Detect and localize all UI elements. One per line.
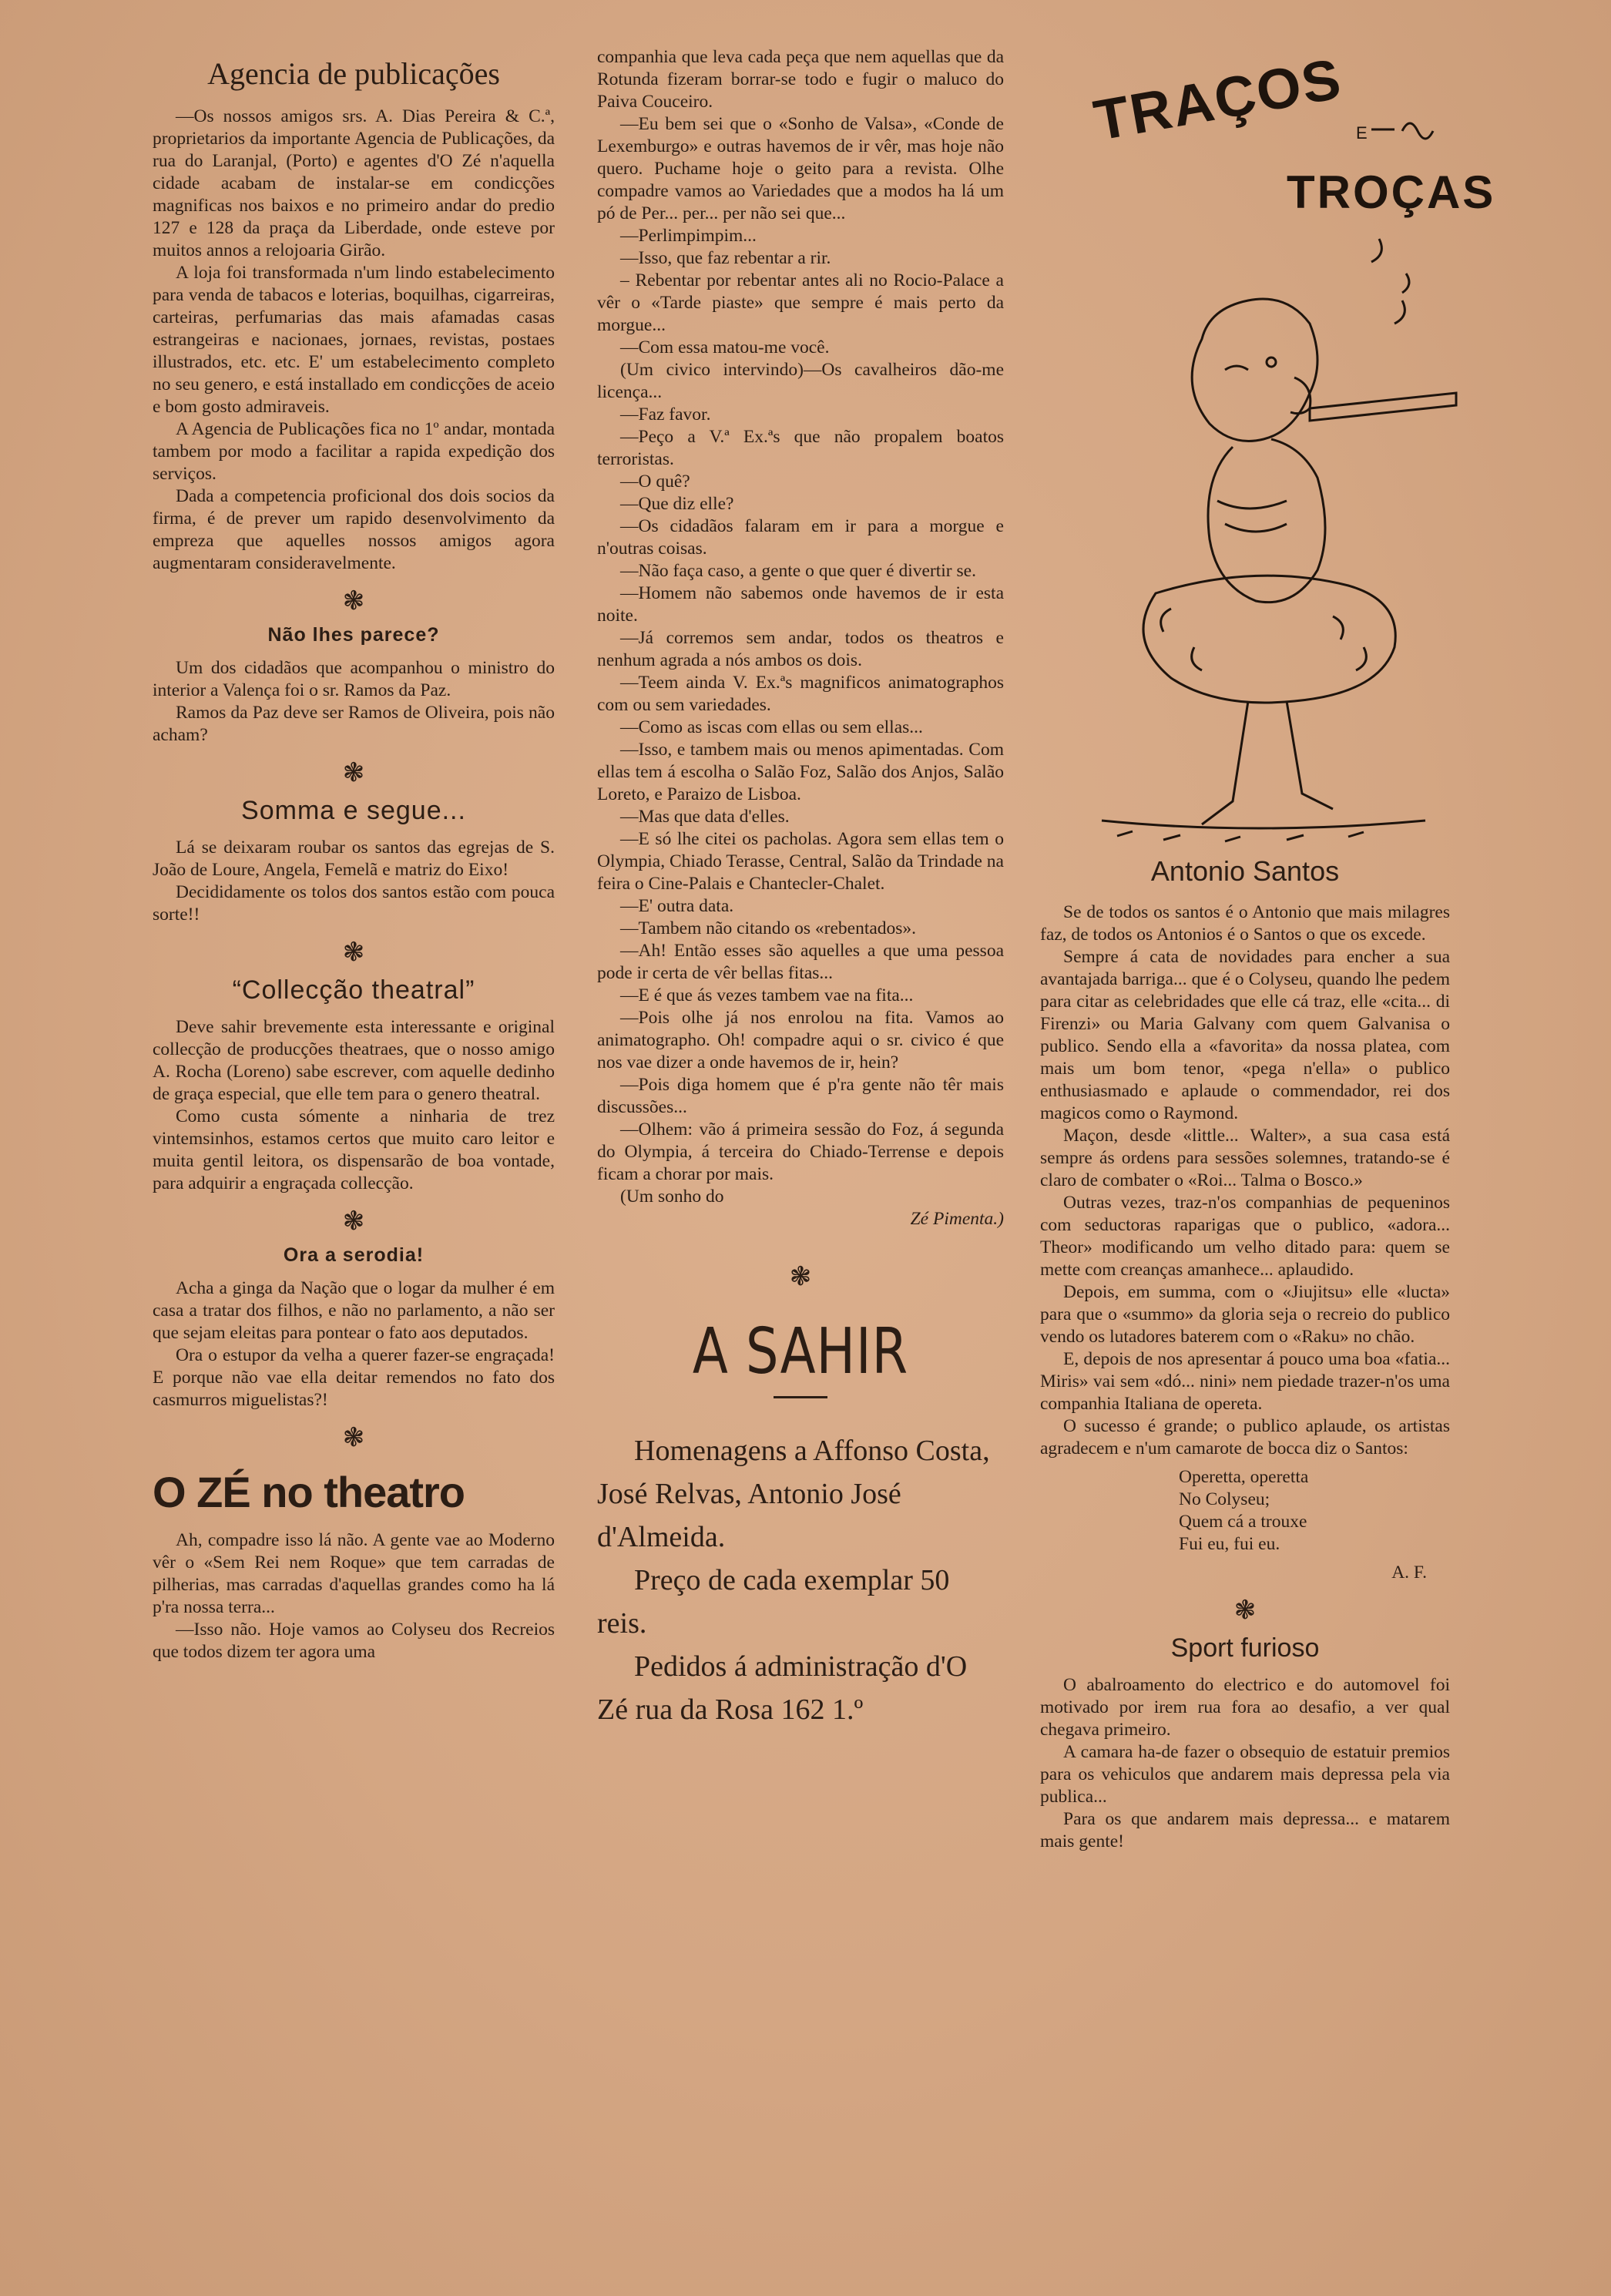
dialogue-body xyxy=(597,46,1004,1186)
svg-text:E: E xyxy=(1356,123,1368,143)
poem-line: No Colyseu; xyxy=(1179,1489,1270,1509)
ornament-icon: ❃ xyxy=(342,1207,365,1236)
paragraph: E, depois de nos apresentar á pouco uma boa «fatia... Miris» vai sem «dó... nini» nem piedade trazer-n'os uma companhia Italiana de opereta. xyxy=(1040,1349,1450,1414)
signature: Zé Pimenta.) xyxy=(910,1209,1004,1229)
paragraph: A loja foi transformada n'um lindo estabelecimento para venda de tabacos e loterias, boquilhas, cigarreiras, carteiras, perfumarias das mais afamadas casas estrangeiras e nacionaes, jornaes, revistas, postaes illustrados, etc. etc. E' um estabelecimento completo no seu genero, e está installado em condicções de aceio e bom gosto admiraveis. xyxy=(153,263,555,417)
paragraph: —Perlimpimpim... xyxy=(620,226,757,246)
paragraph: —Os nossos amigos srs. A. Dias Pereira & C.ª, proprietarios da importante Agencia de Publicações, da rua do Laranjal, (Porto) e agentes d'O Zé n'aquella cidade acabam de instalar-se em condicções magnificas nos baixos e no primeiro andar do predio 127 e 128 da praça da Liberdade, onde esteve por muitos annos a relojoaria Girão. xyxy=(153,106,555,260)
paragraph: —Já corremos sem andar, todos os theatros e nenhum agrada a nós ambos os dois. xyxy=(597,628,1004,670)
paragraph: Deve sahir brevemente esta interessante e original collecção de producções theatraes, que o nosso amigo A. Rocha (Loreno) sabe escrever, com aquelle dedinho de graça especial, que elle tem para o genero theatral. xyxy=(153,1017,555,1104)
paragraph: Depois, em summa, com o «Jiujitsu» elle «lucta» para que o «summo» da gloria seja o recreio do publico vendo os lutadores baterem com o «Raku» no chão. xyxy=(1040,1282,1450,1347)
ad-line-preco: Preço de cada exemplar 50 reis. xyxy=(597,1564,950,1640)
paragraph: O abalroamento do electrico e do automovel foi motivado por irem rua fora ao desafio, a ver qual chegava primeiro. xyxy=(1040,1675,1450,1740)
ornament-icon: ❃ xyxy=(342,759,365,787)
paragraph: —Olhem: vão á primeira sessão do Foz, á segunda do Olympia, á terceira do Chiado-Terrense e depois ficam a chorar por mais. xyxy=(597,1119,1004,1184)
sport-heading: Sport furioso xyxy=(1170,1633,1320,1663)
paragraph: Outras vezes, traz-n'os companhias de pequeninos com seductoras raparigas que o publico, «adora... Theor» modificando um velho ditado para: quem se mette com creanças amanhece... aplaudido. xyxy=(1040,1193,1450,1280)
paragraph: —Não faça caso, a gente o que quer é divertir se. xyxy=(620,561,976,581)
ad-line-pedidos: Pedidos á administração d'O Zé rua da Rosa 162 1.º xyxy=(597,1650,968,1726)
poem-signature: A. F. xyxy=(1391,1563,1427,1583)
paragraph: —E' outra data. xyxy=(620,896,734,916)
nao-heading: Não lhes parece? xyxy=(267,624,440,646)
tracos-e-trocas-logo xyxy=(1040,45,1496,247)
caricature-caption: Antonio Santos xyxy=(1150,855,1340,887)
paragraph: —Pois diga homem que é p'ra gente não têr mais discussões... xyxy=(597,1075,1004,1117)
paragraph: —Com essa matou-me você. xyxy=(620,337,830,357)
paragraph: —Mas que data d'elles. xyxy=(620,807,790,827)
ornament-icon: ❃ xyxy=(342,587,365,616)
caricature-art xyxy=(1040,247,1450,855)
paragraph: —Teem ainda V. Ex.ªs magnificos animatographos com ou sem variedades. xyxy=(597,673,1004,715)
paragraph: —Isso não. Hoje vamos ao Colyseu dos Recreios que todos dizem ter agora uma xyxy=(153,1620,555,1662)
column-middle xyxy=(597,46,1004,1731)
paragraph: Como custa sómente a ninharia de trez vintemsinhos, estamos certos que muito caro leitor e muita gentil leitora, os dispensarão de boa vontade, para adquirir a engraçada collecção. xyxy=(153,1106,555,1193)
oze-heading: O ZÉ no theatro xyxy=(153,1468,465,1516)
ornament-icon: ❃ xyxy=(342,1424,365,1452)
svg-text:TROÇAS: TROÇAS xyxy=(1287,166,1496,218)
column-left xyxy=(153,46,555,1663)
ad-title: A SAHIR xyxy=(692,1315,909,1388)
dialogue-closing: (Um sonho do xyxy=(620,1187,724,1207)
paragraph: —Como as iscas com ellas ou sem ellas... xyxy=(620,717,923,737)
paragraph: —Pois olhe já nos enrolou na fita. Vamos ao animatographo. Oh! compadre aqui o sr. civico é que nos vae dizer a onde havemos de ir, hein? xyxy=(597,1008,1004,1072)
logo-art xyxy=(1040,45,1496,247)
colleccao-body xyxy=(153,1016,555,1195)
agencia-body xyxy=(153,106,555,575)
serodia-heading: Ora a serodia! xyxy=(283,1244,425,1266)
ornament-icon: ❃ xyxy=(789,1263,812,1291)
paragraph: —Peço a V.ª Ex.ªs que não propalem boatos terroristas. xyxy=(597,427,1004,469)
paragraph: – Rebentar por rebentar antes ali no Rocio-Palace a vêr o «Tarde piaste» que sempre é mais perto da morgue... xyxy=(597,270,1004,335)
paragraph: —E só lhe citei os pacholas. Agora sem ellas tem o Olympia, Chiado Terasse, Central, Salão da Trindade na feira o Cine-Palais e Chantecler-Chalet. xyxy=(597,829,1004,894)
poem-line: Quem cá a trouxe xyxy=(1179,1512,1307,1532)
sport-body xyxy=(1040,1674,1450,1853)
paragraph: —O quê? xyxy=(620,472,690,492)
paragraph: —Eu bem sei que o «Sonho de Valsa», «Conde de Lexemburgo» e outras havemos de ir vêr, mas hoje não quero. Puchame hoje o geito para a revista. Olhe compadre vamos ao Variedades que a modos ha lá um pó de Per... per... per não sei que... xyxy=(597,114,1004,223)
paragraph: —Os cidadãos falaram em ir para a morgue e n'outras coisas. xyxy=(597,516,1004,559)
ornament-icon: ❃ xyxy=(1233,1596,1257,1625)
paragraph: Ramos da Paz deve ser Ramos de Oliveira, pois não acham? xyxy=(153,703,555,745)
paragraph: Para os que andarem mais depressa... e matarem mais gente! xyxy=(1040,1809,1450,1851)
poem-line: Operetta, operetta xyxy=(1179,1467,1309,1487)
paragraph: —Que diz elle? xyxy=(620,494,734,514)
ad-line-homenagens: Homenagens a Affonso Costa, José Relvas, Antonio José d'Almeida. xyxy=(597,1435,990,1553)
serodia-body xyxy=(153,1277,555,1412)
santos-body xyxy=(1040,901,1450,1460)
caricature-illustration xyxy=(1040,247,1450,855)
paragraph: —E é que ás vezes tambem vae na fita... xyxy=(620,985,914,1005)
paragraph: Sempre á cata de novidades para encher a sua avantajada barriga... que é o Colyseu, quando lhe pedem para citar as celebridades que elle cá traz, elle «cita... di Firenzi» ou Maria Galvany com quem Galvanisa o publico. Sendo ella a «favorita» da nossa platea, com mais um bom tenor, «pega n'ella» o publico enthusiasmado e aplaude o commendador, rei dos magicos como o Raymond. xyxy=(1040,947,1450,1123)
paragraph: A Agencia de Publicações fica no 1º andar, montada tambem por modo a facilitar a rapida expedição dos serviços. xyxy=(153,419,555,484)
paragraph: Maçon, desde «little... Walter», a sua casa está sempre ás ordens para sessões solemnes, tratando-se é claro de combater o «Roi... Talma o Bosco.» xyxy=(1040,1126,1450,1190)
paragraph: —Isso, e tambem mais ou menos apimentadas. Com ellas tem á escolha o Salão Foz, Salão dos Anjos, Salão Loreto, e Paraizo de Lisboa. xyxy=(597,740,1004,804)
paragraph: (Um civico intervindo)—Os cavalheiros dão-me licença... xyxy=(597,360,1004,402)
poem xyxy=(1040,1466,1450,1556)
paragraph: Lá se deixaram roubar os santos das egrejas de S. João de Loure, Angela, Femelã e matriz do Eixo! xyxy=(153,838,555,880)
svg-text:TRAÇOS: TRAÇOS xyxy=(1089,45,1347,153)
paragraph: Se de todos os santos é o Antonio que mais milagres faz, de todos os Antonios é o Santos o que os excede. xyxy=(1040,902,1450,945)
paragraph: Um dos cidadãos que acompanhou o ministro do interior a Valença foi o sr. Ramos da Paz. xyxy=(153,658,555,700)
nao-body xyxy=(153,657,555,747)
paragraph: Ora o estupor da velha a querer fazer-se engraçada! E porque não vae ella deitar remendos no fato dos casmurros miguelistas?! xyxy=(153,1345,555,1410)
ornament-icon: ❃ xyxy=(342,938,365,967)
ad-divider xyxy=(774,1396,827,1398)
paragraph: —Homem não sabemos onde havemos de ir esta noite. xyxy=(597,583,1004,626)
paragraph: —Isso, que faz rebentar a rir. xyxy=(620,248,831,268)
paragraph: —Tambem não citando os «rebentados». xyxy=(620,918,917,938)
agencia-heading: Agencia de publicações xyxy=(207,56,500,91)
paragraph: Acha a ginga da Nação que o logar da mulher é em casa a tratar dos filhos, e não no parlamento, a não ser que sejam eleitas para pontear o fato aos deputados. xyxy=(153,1278,555,1343)
paragraph: —Ah! Então esses são aquelles a que uma pessoa pode ir certa de vêr bellas fitas... xyxy=(597,941,1004,983)
poem-line: Fui eu, fui eu. xyxy=(1179,1534,1280,1554)
somma-heading: Somma e segue... xyxy=(241,796,466,825)
somma-body xyxy=(153,837,555,926)
paragraph: Dada a competencia proficional dos dois socios da firma, é de prever um rapido desenvolvimento da empreza que aquelles nossos amigos agora augmentaram consideravelmente. xyxy=(153,486,555,573)
paragraph: companhia que leva cada peça que nem aquellas que da Rotunda fizeram borrar-se todo e fugir o maluco do Paiva Couceiro. xyxy=(597,47,1004,112)
colleccao-heading: “Collecção theatral” xyxy=(232,975,475,1005)
paragraph: Decididamente os tolos dos santos estão com pouca sorte!! xyxy=(153,882,555,925)
paragraph: A camara ha-de fazer o obsequio de estatuir premios para os vehiculos que andarem mais depressa pela via publica... xyxy=(1040,1742,1450,1807)
oze-body xyxy=(153,1529,555,1663)
column-right xyxy=(1040,45,1496,1853)
paragraph: —Faz favor. xyxy=(620,404,711,425)
paragraph: O sucesso é grande; o publico aplaude, os artistas agradecem e n'um camarote de bocca diz o Santos: xyxy=(1040,1416,1450,1458)
paragraph: Ah, compadre isso lá não. A gente vae ao Moderno vêr o «Sem Rei nem Roque» que tem carradas de pilherias, mas carradas d'aquellas grandes como ha lá p'ra nossa terra... xyxy=(153,1530,555,1617)
